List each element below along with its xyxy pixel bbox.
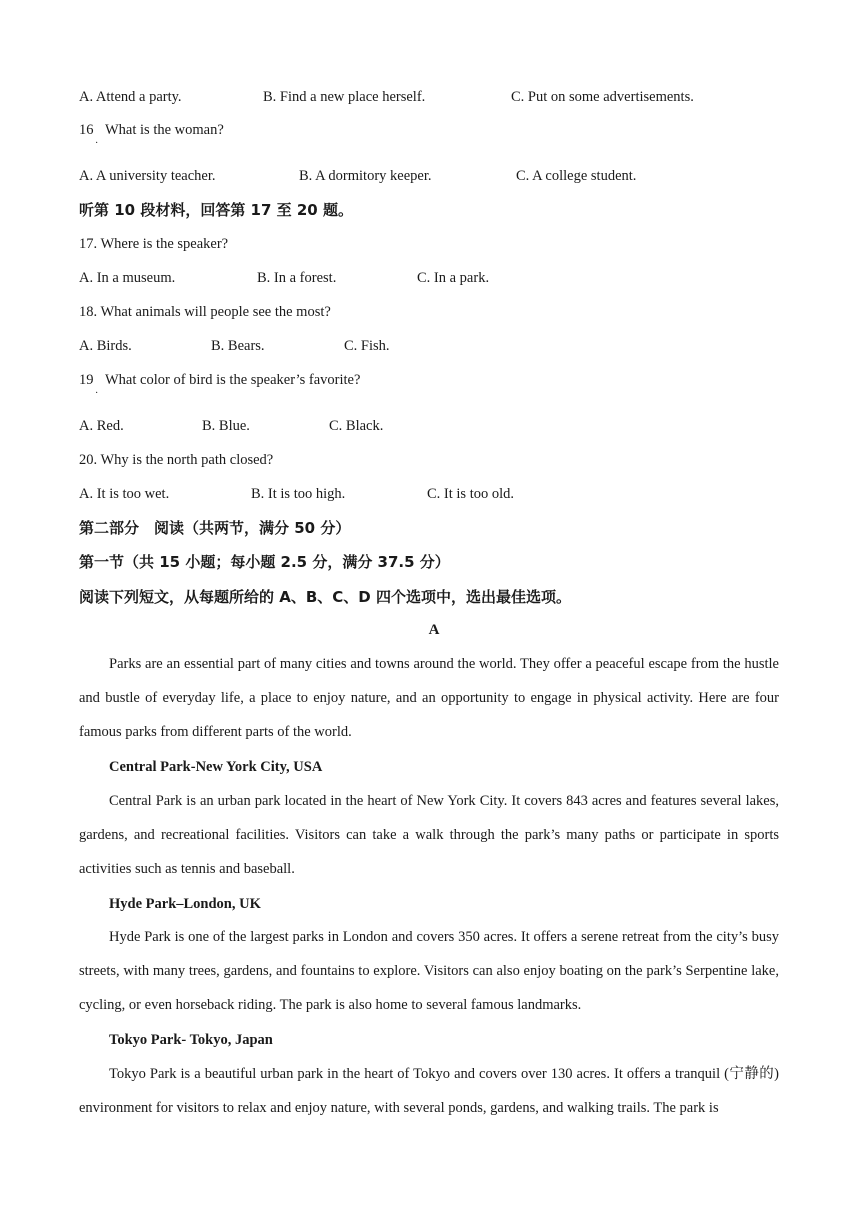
q20-option-b: B. It is too high. (251, 486, 346, 502)
central-park-title: Central Park-New York City, USA (109, 759, 323, 775)
q19-dot: · (95, 388, 99, 399)
central-park-paragraph: Central Park is an urban park located in the heart of New York City. It covers 843 acres and features several lakes, gardens, and recreational facilities. Visitors can take a walk through the park’s many paths or participate in sports activities such as tennis and baseball. (79, 793, 779, 877)
q20-question: 20. Why is the north path closed? (79, 452, 274, 468)
tokyo-park-paragraph: Tokyo Park is a beautiful urban park in the heart of Tokyo and covers over 130 acres. It offers a tranquil (宁静的) environment for visitors to relax and enjoy nature, with several ponds, gardens, and walking trails. The park is (79, 1066, 779, 1116)
q17-option-b: B. In a forest. (257, 270, 337, 286)
q19-question: What color of bird is the speaker’s favorite? (105, 372, 361, 388)
q19-number: 19 (79, 372, 94, 388)
q16-dot: · (95, 138, 99, 149)
q18-option-b: B. Bears. (211, 338, 265, 354)
section-one-header: 第一节（共 15 小题；每小题 2.5 分，满分 37.5 分） (79, 553, 450, 571)
part-two-header: 第二部分 阅读（共两节，满分 50 分） (79, 519, 351, 537)
hyde-park-title: Hyde Park–London, UK (109, 896, 261, 912)
q19-option-a: A. Red. (79, 418, 124, 434)
q19-option-b: B. Blue. (202, 418, 250, 434)
q15-option-c: C. Put on some advertisements. (511, 89, 694, 105)
tokyo-park-title: Tokyo Park- Tokyo, Japan (109, 1032, 273, 1048)
q16-option-a: A. A university teacher. (79, 168, 216, 184)
q16-option-b: B. A dormitory keeper. (299, 168, 432, 184)
reading-instructions: 阅读下列短文，从每题所给的 A、B、C、D 四个选项中，选出最佳选项。 (79, 588, 571, 606)
q15-option-b: B. Find a new place herself. (263, 89, 426, 105)
q17-question: 17. Where is the speaker? (79, 236, 229, 252)
q18-option-a: A. Birds. (79, 338, 132, 354)
intro-paragraph: Parks are an essential part of many cities and towns around the world. They offer a peaceful escape from the hustle and bustle of everyday life, a place to enjoy nature, and an opportunity to engage in physical activity. Here are four famous parks from different parts of the world. (79, 656, 779, 740)
q16-question: What is the woman? (105, 122, 224, 138)
q16-number: 16 (79, 122, 94, 138)
q16-option-c: C. A college student. (516, 168, 637, 184)
q18-option-c: C. Fish. (344, 338, 390, 354)
q20-option-a: A. It is too wet. (79, 486, 170, 502)
hyde-park-paragraph: Hyde Park is one of the largest parks in London and covers 350 acres. It offers a serene retreat from the city’s busy streets, with many trees, gardens, and fountains to explore. Visitors can also enjoy boating on the park’s Serpentine lake, cycling, or even horseback riding. The park is also home to several famous landmarks. (79, 929, 779, 1013)
q15-option-a: A. Attend a party. (79, 89, 182, 105)
q18-question: 18. What animals will people see the most? (79, 304, 331, 320)
passage-label: A (428, 622, 440, 638)
section10-header: 听第 10 段材料，回答第 17 至 20 题。 (79, 201, 353, 219)
q17-option-c: C. In a park. (417, 270, 490, 286)
q20-option-c: C. It is too old. (427, 486, 515, 502)
q17-option-a: A. In a museum. (79, 270, 176, 286)
q19-option-c: C. Black. (329, 418, 384, 434)
